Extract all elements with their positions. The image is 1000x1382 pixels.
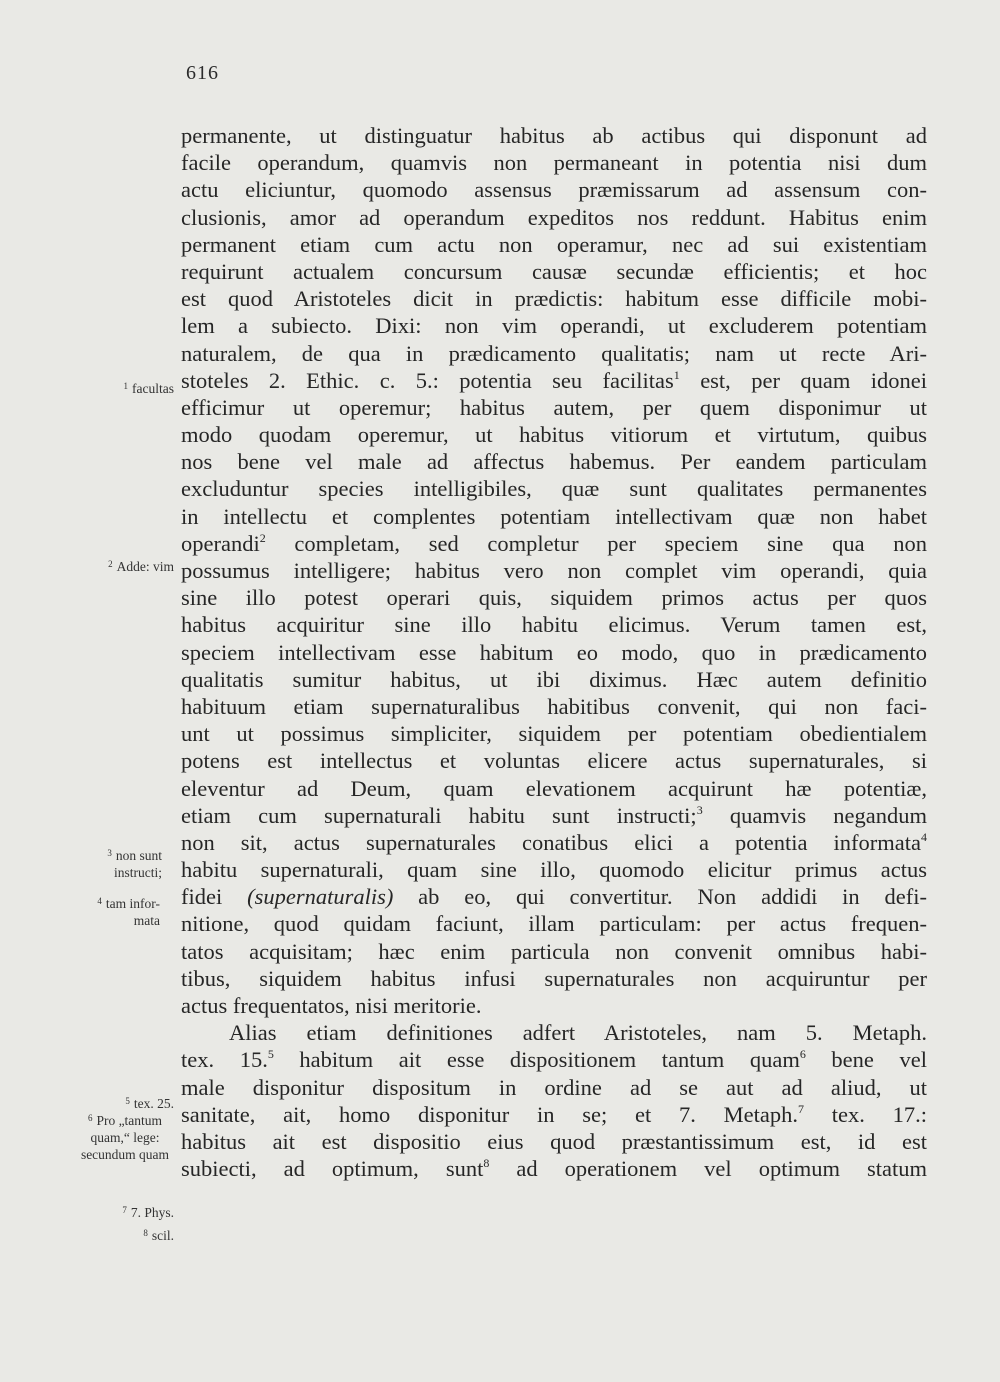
text-segment: stoteles 2. Ethic. c. 5.: potentia seu facilitas [181,367,674,393]
margin-note-number: 3 [107,848,112,858]
margin-note-6 [73,1110,177,1163]
text-line [181,639,927,666]
text-line [181,775,927,802]
margin-note-1 [54,378,174,397]
text-line [181,367,927,394]
text-segment: tex. 17.: [803,1101,927,1127]
margin-note-number: 5 [125,1096,130,1106]
text-segment: potens est intellectus et voluntas elicere actus supernaturales, si [181,748,927,774]
text-line [181,475,927,502]
margin-note-text: scil. [151,1228,174,1243]
text-line [181,1128,927,1155]
text-line [181,938,927,965]
page-number: 616 [186,62,219,84]
text-segment: naturalem, de qua in prædicamento qualitatis; nam ut recte Ari- [181,340,927,366]
footnote-marker: 7 [797,1101,804,1116]
text-segment: Alias etiam definitiones adfert Aristoteles, nam 5. Metaph. [229,1020,927,1046]
text-segment: habituum etiam supernaturalibus habitibus convenit, qui non faci- [181,693,927,719]
footnote-marker: 8 [483,1156,490,1171]
text-line [181,747,927,774]
text-segment: eleventur ad Deum, quam elevationem acquirunt hæ potentiæ, [181,775,927,801]
text-line [181,122,927,149]
text-line [181,910,927,937]
text-segment: ad operationem vel optimum statum [489,1156,927,1182]
text-segment: tibus, siquidem habitus infusi supernaturales non acquiruntur per [181,965,927,991]
text-line [181,448,927,475]
text-line [181,176,927,203]
text-line [181,258,927,285]
margin-note-text: tam infor-mata [105,896,160,928]
text-line [181,503,927,530]
margin-note-number: 4 [97,896,102,906]
margin-note-7 [54,1202,174,1221]
text-segment: quamvis negandum [702,802,927,828]
margin-note-text: non sunt instructi; [114,848,162,880]
text-segment: excluduntur species intelligibiles, quæ sunt qualitates permanentes [181,476,927,502]
text-segment: modo quodam operemur, ut habitus vitiorum et virtutum, quibus [181,422,927,448]
margin-note-number: 6 [87,1113,93,1123]
text-segment: tex. 15. [181,1047,268,1073]
text-line [181,965,927,992]
margin-note-text: Adde: vim [116,559,174,574]
text-segment: habitum ait esse dispositionem tantum quam [273,1047,800,1073]
text-line [181,312,927,339]
text-line [181,1074,927,1101]
footnote-marker: 2 [259,530,266,545]
margin-note-number: 8 [143,1228,148,1238]
text-segment: nitione, quod quidam faciunt, illam particulam: per actus frequen- [181,911,927,937]
text-segment: permanent etiam cum actu non operamur, nec ad sui existentiam [181,231,927,257]
text-line [181,584,927,611]
text-line [181,1101,927,1128]
margin-note-number: 2 [108,559,113,569]
text-line [181,802,927,829]
margin-note-text: Pro „tantum quam,“ lege: secundum quam [80,1113,170,1162]
footnote-marker: 1 [673,367,680,382]
margin-note-3 [70,845,162,881]
text-segment: speciem intellectivam esse habitum eo modo, quo in prædicamento [181,639,927,665]
text-line [181,883,927,910]
text-segment: bene vel [805,1047,927,1073]
text-line [181,611,927,638]
text-segment: fidei [181,884,248,910]
margin-note-number: 7 [122,1205,127,1215]
footnote-marker: 4 [921,829,927,844]
italic-text: (supernaturalis) [247,884,394,910]
text-segment: actu eliciuntur, quomodo assensus præmissarum ad assensum con- [181,177,927,203]
text-line [181,720,927,747]
text-line [181,829,927,856]
text-segment: sanitate, ait, homo disponitur in se; et 7. Metaph. [181,1101,798,1127]
text-segment: non sit, actus supernaturales conatibus elici a potentia informata [181,829,921,855]
text-segment: requirunt actualem concursum causæ secundæ efficientis; et hoc [181,258,927,284]
text-segment: possumus intelligere; habitus vero non complet vim operandi, quia [181,558,927,583]
footnote-marker: 6 [799,1047,806,1062]
margin-note-number: 1 [123,381,129,391]
text-segment: sine illo potest operari quis, siquidem primos actus per quos [181,585,927,611]
text-segment: lem a subiecto. Dixi: non vim operandi, ut excluderem potentiam [181,313,927,339]
text-line [181,149,927,176]
margin-note-text: facultas [132,381,174,396]
text-segment: qualitatis sumitur habitus, ut ibi diximus. Hæc autem definitio [181,666,927,692]
text-line [181,421,927,448]
text-segment: est, per quam idonei [679,367,927,393]
text-line [181,666,927,693]
text-line [181,231,927,258]
text-line [181,340,927,367]
text-segment: habitus acquiritur sine illo habitu elicimus. Verum tamen est, [181,612,927,638]
text-line [181,693,927,720]
text-segment: habitus ait est dispositio eius quod præstantissimum est, id est [181,1128,927,1154]
margin-note-8 [54,1225,174,1244]
text-segment: facile operandum, quamvis non permaneant in potentia nisi dum [181,150,927,176]
text-line [181,394,927,421]
text-line [181,285,927,312]
text-segment: ab eo, qui convertitur. Non addidi in defi- [393,884,927,910]
text-segment: subiecti, ad optimum, sunt [181,1156,484,1182]
text-line [181,557,927,584]
text-segment: completam, sed completur per speciem sine qua non [265,530,927,556]
footnote-marker: 5 [267,1047,274,1062]
text-segment: nos bene vel male ad affectus habemus. Per eandem particulam [181,449,927,475]
text-line [181,530,927,557]
body-text [181,122,927,1182]
text-segment: etiam cum supernaturali habitu sunt instructi; [181,802,697,828]
text-segment: actus frequentatos, nisi meritorie. [181,993,482,1018]
text-segment: habitu supernaturali, quam sine illo, quomodo elicitur primus actus [181,857,927,883]
margin-note-2 [54,556,174,575]
text-segment: male disponitur dispositum in ordine ad se aut ad aliud, ut [181,1074,927,1100]
text-line [181,856,927,883]
margin-note-text: tex. 25. [133,1096,174,1111]
text-segment: operandi [181,530,260,556]
text-line [181,1155,927,1182]
footnote-marker: 3 [696,802,703,817]
text-line [181,1019,927,1046]
margin-note-4 [80,893,160,929]
text-line [181,1046,927,1073]
text-segment: est quod Aristoteles dicit in prædictis: habitum esse difficile mobi- [181,286,927,312]
text-line [181,204,927,231]
text-segment: efficimur ut operemur; habitus autem, per quem disponimur ut [181,394,927,420]
text-segment: clusionis, amor ad operandum expeditos nos reddunt. Habitus enim [181,204,927,230]
text-segment: tatos acquisitam; hæc enim particula non convenit omnibus habi- [181,938,927,964]
margin-note-text: 7. Phys. [130,1205,174,1220]
text-line [181,992,927,1019]
text-segment: in intellectu et complentes potentiam intellectivam quæ non habet [181,503,927,529]
text-segment: permanente, ut distinguatur habitus ab actibus qui disponunt ad [181,123,927,148]
text-segment: unt ut possimus simpliciter, siquidem per potentiam obedientialem [181,721,927,747]
